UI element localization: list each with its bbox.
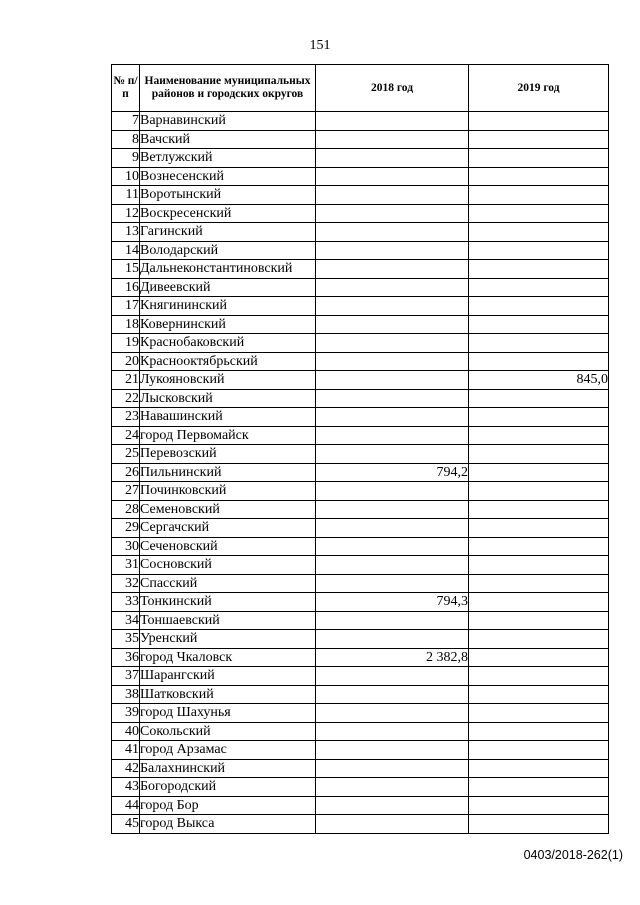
row-name: Ветлужский (140, 149, 316, 168)
row-name: Краснобаковский (140, 334, 316, 353)
table-row (112, 537, 609, 556)
table-row (112, 445, 609, 464)
row-number: 20 (112, 352, 140, 371)
table-row (112, 167, 609, 186)
row-value-2018 (316, 759, 469, 778)
table-row (112, 371, 609, 390)
table-row (112, 722, 609, 741)
row-value-2018: 2 382,8 (316, 648, 469, 667)
row-value-2019 (469, 648, 609, 667)
row-value-2019 (469, 149, 609, 168)
table-header-row (112, 65, 609, 112)
table-row (112, 463, 609, 482)
table-row (112, 593, 609, 612)
row-number: 26 (112, 463, 140, 482)
row-name: Варнавинский (140, 112, 316, 131)
row-value-2019 (469, 537, 609, 556)
row-value-2018 (316, 186, 469, 205)
row-value-2019 (469, 408, 609, 427)
row-value-2018 (316, 315, 469, 334)
table-row (112, 223, 609, 242)
table-row (112, 778, 609, 797)
row-name: Княгининский (140, 297, 316, 316)
table-row (112, 667, 609, 686)
row-value-2018 (316, 389, 469, 408)
row-name: Сергачский (140, 519, 316, 538)
row-number: 28 (112, 500, 140, 519)
row-name: Вачский (140, 130, 316, 149)
row-name: Сокольский (140, 722, 316, 741)
row-name: Воскресенский (140, 204, 316, 223)
row-value-2019 (469, 223, 609, 242)
row-value-2019 (469, 352, 609, 371)
row-number: 11 (112, 186, 140, 205)
row-value-2019 (469, 241, 609, 260)
row-name: Навашинский (140, 408, 316, 427)
table-row (112, 556, 609, 575)
row-number: 9 (112, 149, 140, 168)
row-name: Балахнинский (140, 759, 316, 778)
row-value-2018 (316, 149, 469, 168)
table-row (112, 389, 609, 408)
row-value-2019 (469, 482, 609, 501)
row-value-2018 (316, 482, 469, 501)
row-name: Шарангский (140, 667, 316, 686)
row-value-2018 (316, 297, 469, 316)
row-name: Семеновский (140, 500, 316, 519)
row-value-2019 (469, 815, 609, 834)
row-name: Краснооктябрьский (140, 352, 316, 371)
row-number: 7 (112, 112, 140, 131)
row-number: 12 (112, 204, 140, 223)
table-row (112, 149, 609, 168)
header-name: Наименование муниципальных районов и городских округов (140, 65, 316, 112)
table-row (112, 186, 609, 205)
table-row (112, 408, 609, 427)
row-name: Дальнеконстантиновский (140, 260, 316, 279)
row-value-2018 (316, 426, 469, 445)
table-row (112, 741, 609, 760)
row-value-2018 (316, 352, 469, 371)
row-value-2018 (316, 722, 469, 741)
table-row (112, 500, 609, 519)
row-value-2019 (469, 315, 609, 334)
row-name: город Бор (140, 796, 316, 815)
row-number: 24 (112, 426, 140, 445)
row-name: Сосновский (140, 556, 316, 575)
row-name: город Первомайск (140, 426, 316, 445)
row-value-2018 (316, 611, 469, 630)
row-number: 37 (112, 667, 140, 686)
row-number: 21 (112, 371, 140, 390)
row-name: Тоншаевский (140, 611, 316, 630)
row-value-2019 (469, 722, 609, 741)
row-value-2019 (469, 778, 609, 797)
row-value-2019 (469, 741, 609, 760)
table-row (112, 130, 609, 149)
row-value-2019 (469, 130, 609, 149)
header-2018: 2018 год (316, 65, 469, 112)
row-name: Ковернинский (140, 315, 316, 334)
row-value-2019 (469, 186, 609, 205)
table-body (112, 112, 609, 834)
row-value-2018 (316, 630, 469, 649)
row-name: Лысковский (140, 389, 316, 408)
row-number: 8 (112, 130, 140, 149)
row-value-2018 (316, 537, 469, 556)
document-code: 0403/2018-262(1) (523, 848, 623, 862)
row-value-2018 (316, 130, 469, 149)
row-number: 30 (112, 537, 140, 556)
row-name: Сеченовский (140, 537, 316, 556)
row-name: Дивеевский (140, 278, 316, 297)
row-value-2018 (316, 241, 469, 260)
row-value-2018 (316, 704, 469, 723)
row-name: Володарский (140, 241, 316, 260)
row-name: Перевозский (140, 445, 316, 464)
row-name: Лукояновский (140, 371, 316, 390)
table-row (112, 796, 609, 815)
row-number: 22 (112, 389, 140, 408)
table-row (112, 241, 609, 260)
row-value-2018 (316, 556, 469, 575)
row-value-2019 (469, 574, 609, 593)
row-number: 16 (112, 278, 140, 297)
table-row (112, 297, 609, 316)
row-number: 29 (112, 519, 140, 538)
row-value-2019 (469, 297, 609, 316)
row-value-2019 (469, 667, 609, 686)
row-value-2019 (469, 334, 609, 353)
row-number: 13 (112, 223, 140, 242)
table-row (112, 574, 609, 593)
table-row (112, 648, 609, 667)
row-name: Уренский (140, 630, 316, 649)
table-row (112, 630, 609, 649)
row-number: 23 (112, 408, 140, 427)
row-value-2018 (316, 796, 469, 815)
row-value-2019 (469, 463, 609, 482)
table-row (112, 482, 609, 501)
row-name: Вознесенский (140, 167, 316, 186)
municipalities-table (111, 64, 609, 834)
row-name: город Арзамас (140, 741, 316, 760)
row-value-2018 (316, 519, 469, 538)
row-name: город Чкаловск (140, 648, 316, 667)
row-value-2019 (469, 685, 609, 704)
row-value-2019 (469, 519, 609, 538)
row-number: 36 (112, 648, 140, 667)
row-value-2019 (469, 260, 609, 279)
row-value-2018 (316, 334, 469, 353)
row-name: Богородский (140, 778, 316, 797)
table-row (112, 278, 609, 297)
row-number: 18 (112, 315, 140, 334)
row-value-2019 (469, 796, 609, 815)
row-number: 15 (112, 260, 140, 279)
row-name: Воротынский (140, 186, 316, 205)
row-value-2018 (316, 112, 469, 131)
row-value-2018 (316, 815, 469, 834)
row-name: город Выкса (140, 815, 316, 834)
row-value-2019 (469, 556, 609, 575)
row-name: Спасский (140, 574, 316, 593)
row-value-2019 (469, 389, 609, 408)
page-number: 151 (309, 38, 331, 53)
row-number: 14 (112, 241, 140, 260)
table-row (112, 704, 609, 723)
row-number: 41 (112, 741, 140, 760)
row-value-2018 (316, 371, 469, 390)
table-row (112, 260, 609, 279)
row-value-2019 (469, 426, 609, 445)
row-number: 42 (112, 759, 140, 778)
row-value-2018 (316, 741, 469, 760)
row-number: 40 (112, 722, 140, 741)
row-value-2018 (316, 204, 469, 223)
row-number: 31 (112, 556, 140, 575)
table-row (112, 204, 609, 223)
table-row (112, 334, 609, 353)
header-num: № п/п (112, 65, 140, 112)
row-number: 45 (112, 815, 140, 834)
row-number: 38 (112, 685, 140, 704)
row-value-2019 (469, 500, 609, 519)
row-value-2019: 845,0 (469, 371, 609, 390)
row-name: Тонкинский (140, 593, 316, 612)
row-number: 19 (112, 334, 140, 353)
row-number: 44 (112, 796, 140, 815)
row-value-2018 (316, 574, 469, 593)
row-value-2018: 794,3 (316, 593, 469, 612)
table-row (112, 759, 609, 778)
row-value-2018 (316, 778, 469, 797)
table-row (112, 519, 609, 538)
row-value-2019 (469, 759, 609, 778)
header-2019: 2019 год (469, 65, 609, 112)
row-name: Шатковский (140, 685, 316, 704)
row-number: 10 (112, 167, 140, 186)
row-number: 32 (112, 574, 140, 593)
row-number: 27 (112, 482, 140, 501)
row-number: 25 (112, 445, 140, 464)
row-name: Гагинский (140, 223, 316, 242)
row-value-2018 (316, 167, 469, 186)
table-row (112, 815, 609, 834)
row-value-2019 (469, 167, 609, 186)
table-row (112, 426, 609, 445)
row-value-2018 (316, 685, 469, 704)
row-value-2019 (469, 611, 609, 630)
row-value-2019 (469, 704, 609, 723)
row-value-2018 (316, 445, 469, 464)
table-row (112, 611, 609, 630)
table-row (112, 112, 609, 131)
row-value-2018 (316, 500, 469, 519)
table-row (112, 315, 609, 334)
row-value-2018 (316, 667, 469, 686)
row-name: Пильнинский (140, 463, 316, 482)
row-value-2019 (469, 204, 609, 223)
row-value-2019 (469, 112, 609, 131)
row-name: город Шахунья (140, 704, 316, 723)
row-number: 34 (112, 611, 140, 630)
row-value-2018 (316, 408, 469, 427)
row-number: 39 (112, 704, 140, 723)
row-number: 35 (112, 630, 140, 649)
row-value-2019 (469, 630, 609, 649)
row-name: Починковский (140, 482, 316, 501)
row-value-2018 (316, 260, 469, 279)
row-number: 17 (112, 297, 140, 316)
row-value-2018 (316, 223, 469, 242)
row-value-2018 (316, 278, 469, 297)
row-value-2018: 794,2 (316, 463, 469, 482)
row-number: 33 (112, 593, 140, 612)
row-value-2019 (469, 593, 609, 612)
row-value-2019 (469, 278, 609, 297)
table-row (112, 685, 609, 704)
row-number: 43 (112, 778, 140, 797)
table-row (112, 352, 609, 371)
row-value-2019 (469, 445, 609, 464)
